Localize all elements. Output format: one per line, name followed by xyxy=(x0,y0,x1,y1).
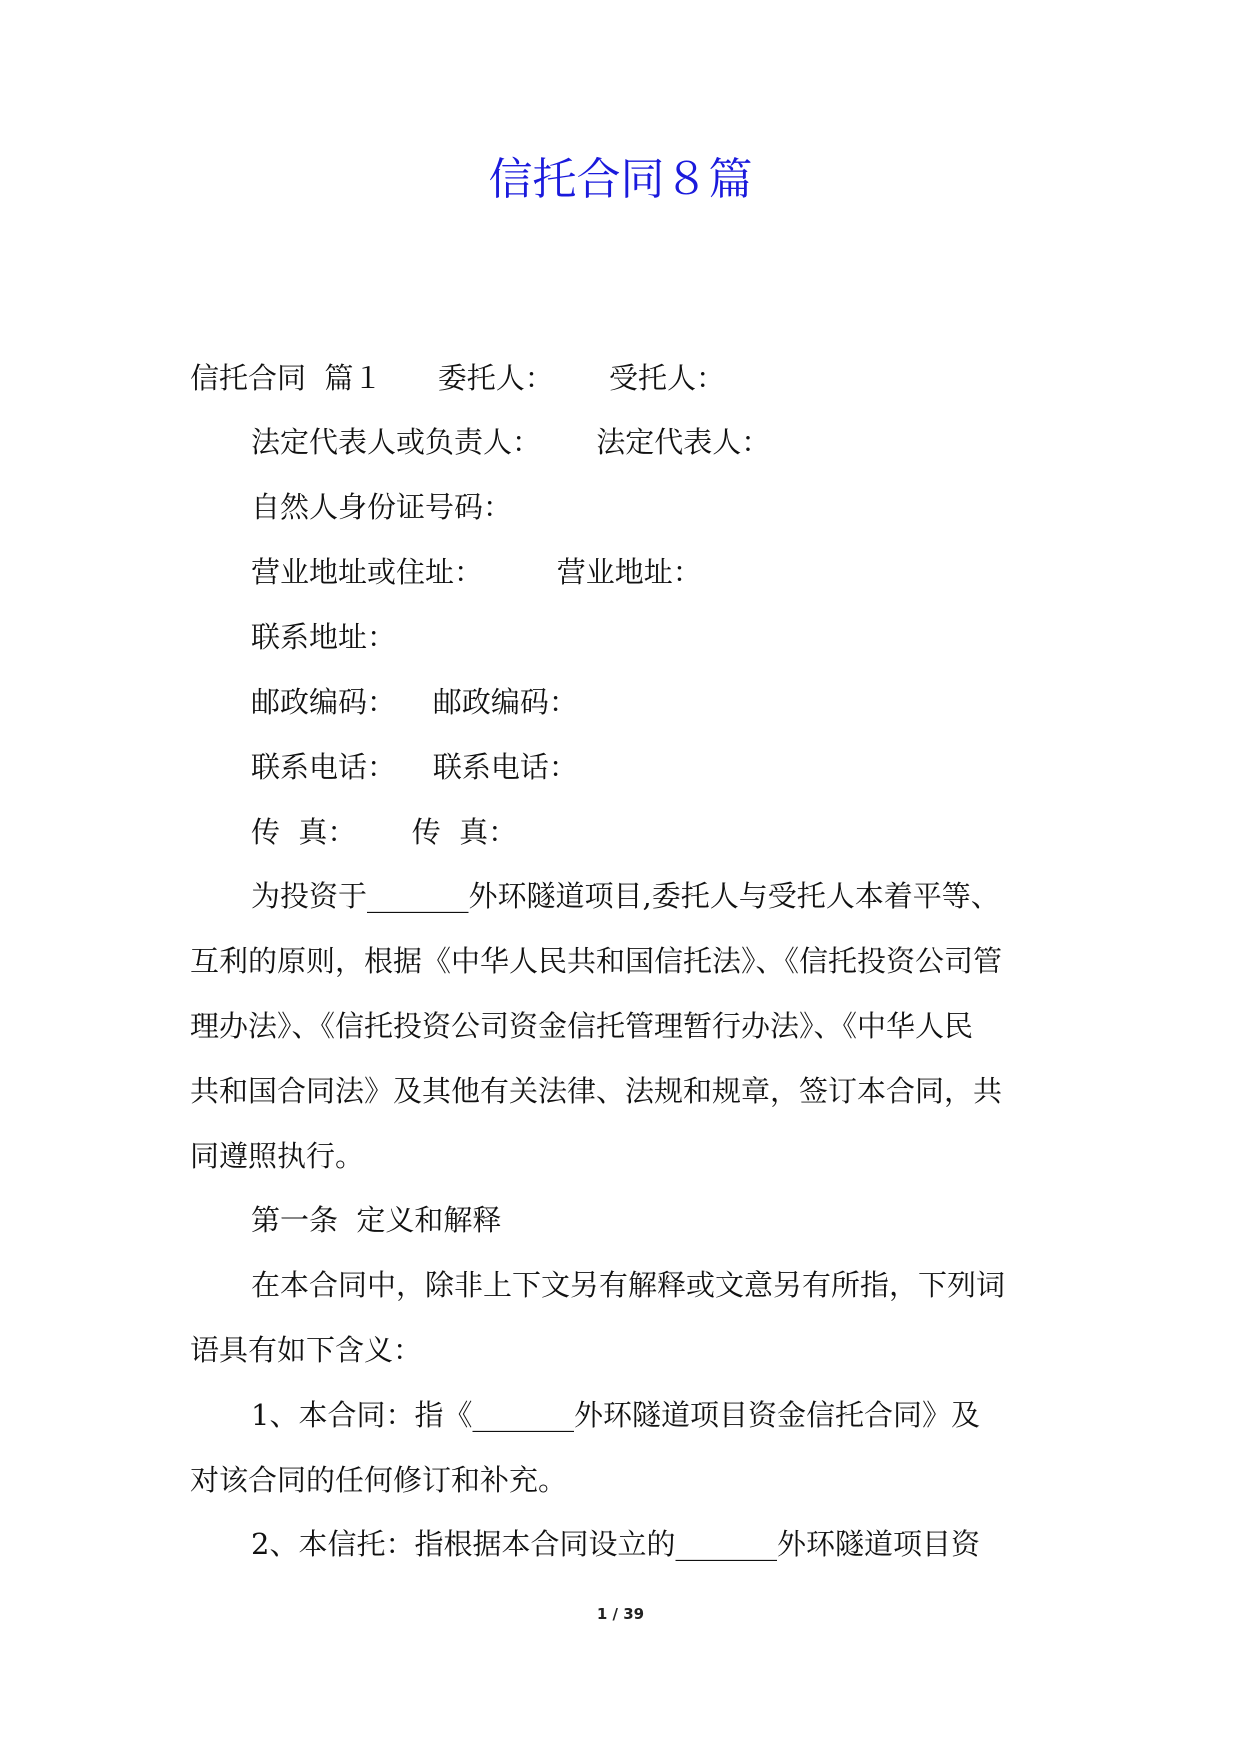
text-line: 联系电话： 联系电话： xyxy=(251,750,578,784)
text-line: 联系地址： xyxy=(251,620,397,654)
text-line: 法定代表人或负责人： 法定代表人： xyxy=(251,425,771,459)
text-line: 自然人身份证号码： xyxy=(251,490,513,524)
text-line: 营业地址或住址： 营业地址： xyxy=(251,555,702,589)
text-line: 共和国合同法》及其他有关法律、法规和规章，签订本合同，共 xyxy=(190,1074,1003,1108)
text-line: 对该合同的任何修订和补充。 xyxy=(190,1463,568,1497)
document-title: 信托合同８篇 xyxy=(488,154,753,205)
text-line: 理办法》、《信托投资公司资金信托管理暂行办法》、《中华人民 xyxy=(190,1009,974,1043)
text-line: 为投资于_______外环隧道项目,委托人与受托人本着平等、 xyxy=(251,879,1000,913)
text-line: 传 真： 传 真： xyxy=(251,815,518,849)
text-line: 互利的原则，根据《中华人民共和国信托法》、《信托投资公司管 xyxy=(190,944,1003,978)
text-line: 邮政编码： 邮政编码： xyxy=(251,685,578,719)
text-line: 1、本合同：指《_______外环隧道项目资金信托合同》及 xyxy=(251,1398,980,1432)
text-line: 在本合同中，除非上下文另有解释或文意另有所指，下列词 xyxy=(251,1268,1006,1302)
page-number: 1 / 39 xyxy=(596,1605,645,1623)
text-line: 第一条 定义和解释 xyxy=(251,1203,502,1237)
text-line: 同遵照执行。 xyxy=(190,1139,365,1173)
text-line: 2、本信托：指根据本合同设立的_______外环隧道项目资 xyxy=(251,1527,980,1561)
text-line: 语具有如下含义： xyxy=(190,1333,423,1367)
text-line: 信托合同 篇１ 委托人： 受托人： xyxy=(190,361,726,395)
